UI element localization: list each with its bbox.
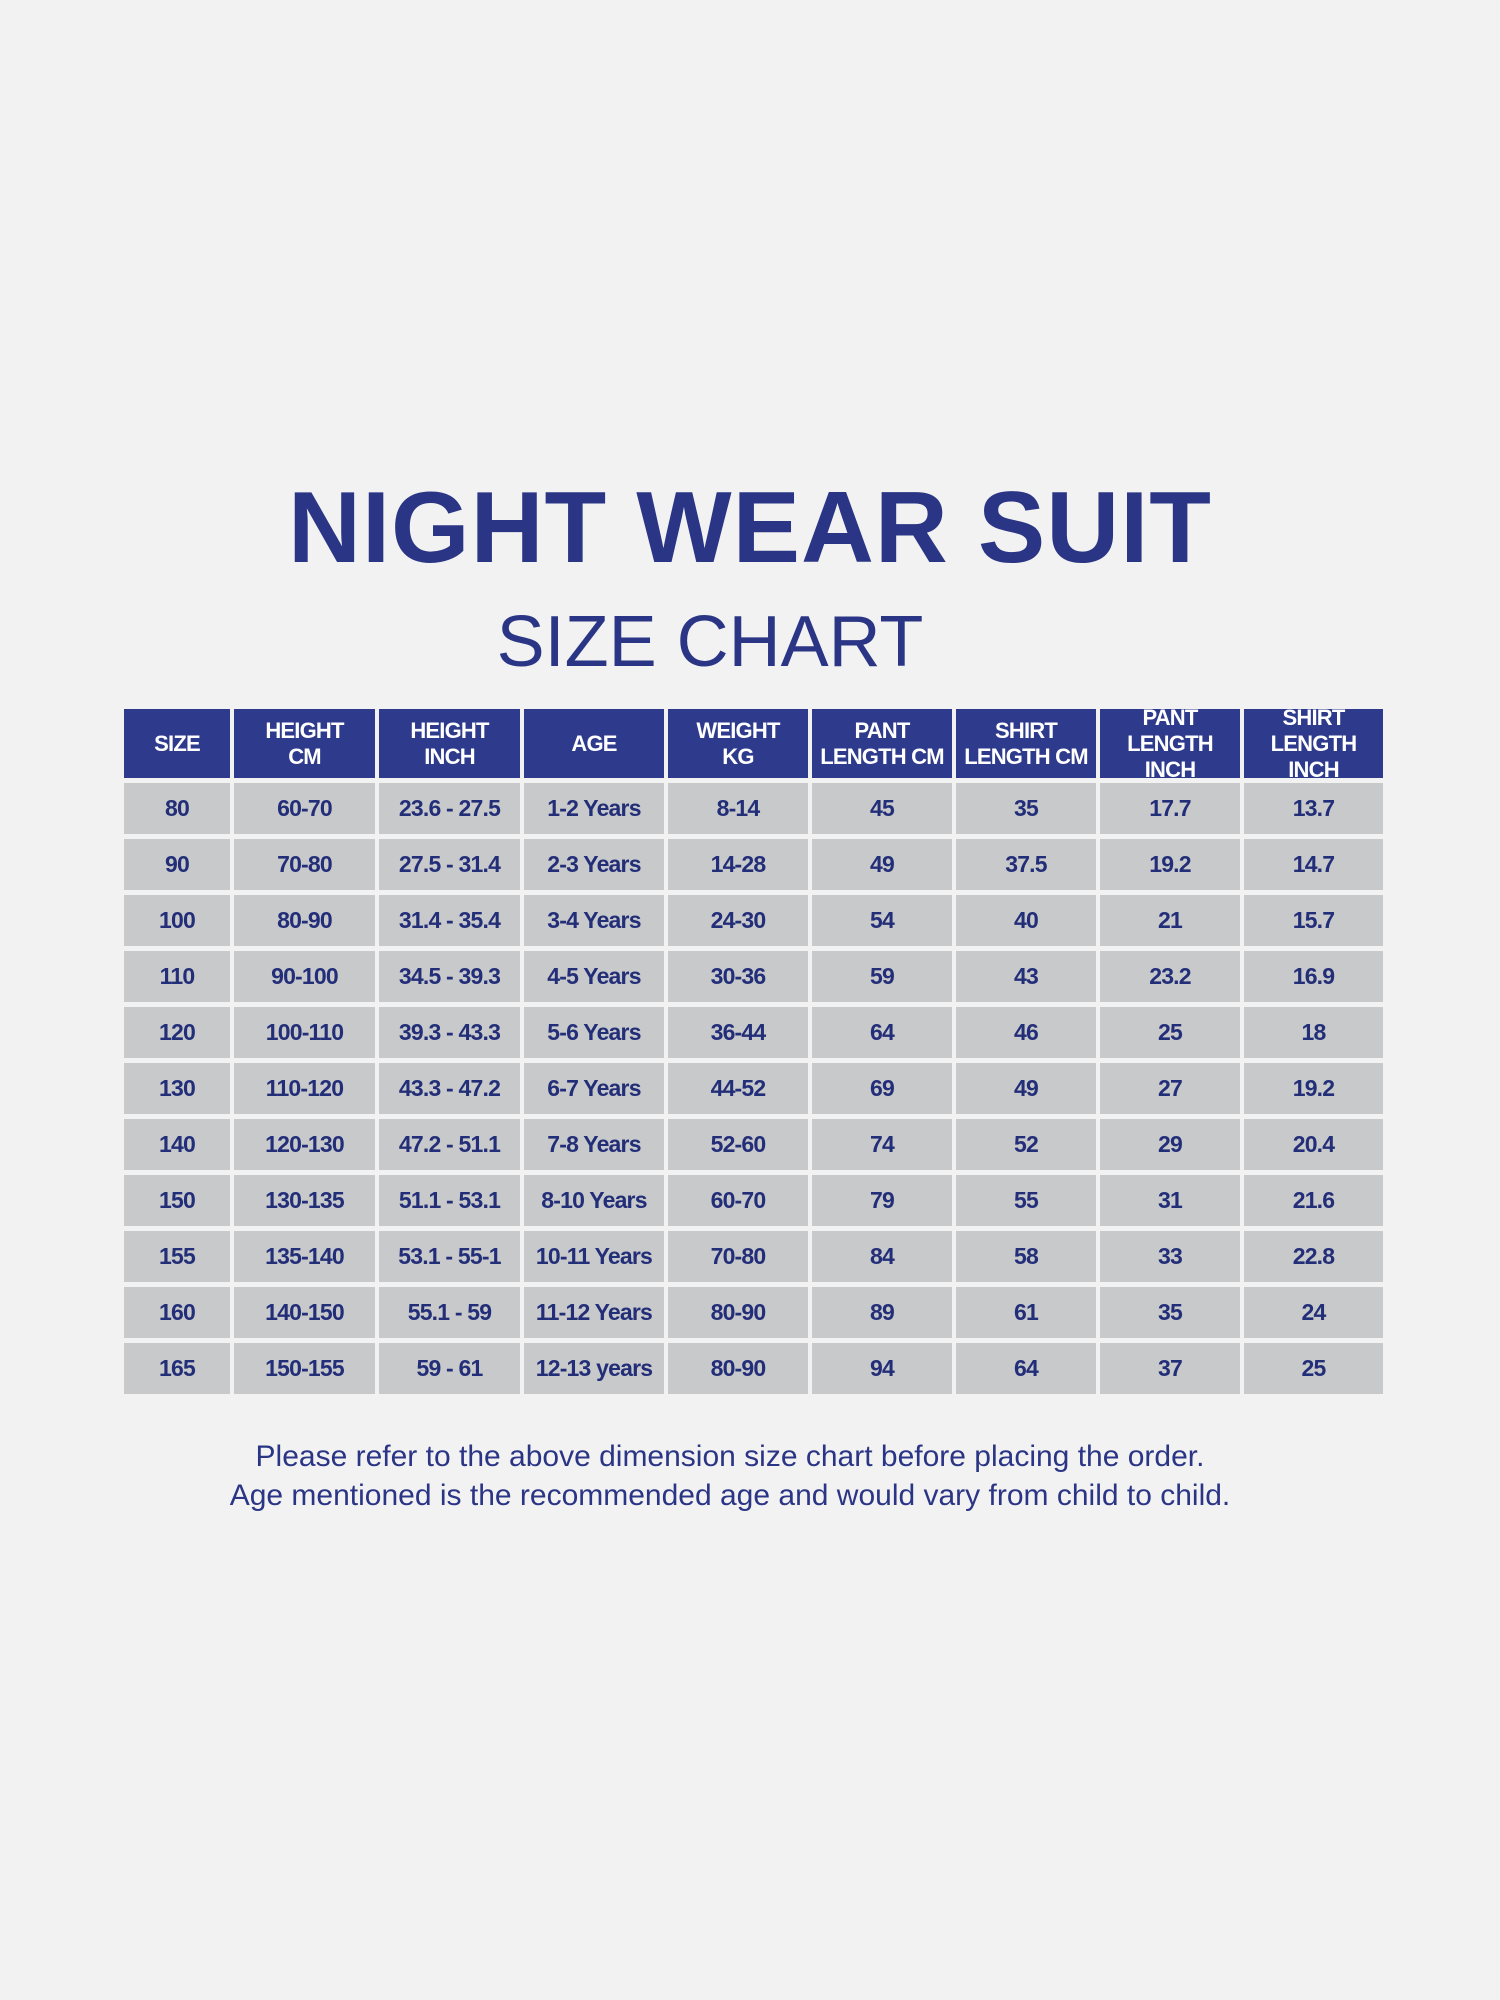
table-cell-size: 90 <box>124 839 230 890</box>
table-cell-age: 4-5 Years <box>524 951 664 1002</box>
table-cell-shirt-length-cm: 49 <box>956 1063 1096 1114</box>
table-cell-pant-length-inch: 37 <box>1100 1343 1240 1394</box>
table-cell-size: 150 <box>124 1175 230 1226</box>
table-cell-weight-kg: 80-90 <box>668 1343 808 1394</box>
table-cell-height-cm: 60-70 <box>234 783 375 834</box>
table-cell-weight-kg: 14-28 <box>668 839 808 890</box>
table-cell-pant-length-cm: 84 <box>812 1231 952 1282</box>
table-cell-shirt-length-inch: 22.8 <box>1244 1231 1383 1282</box>
table-cell-height-inch: 43.3 - 47.2 <box>379 1063 520 1114</box>
column-header-weight-kg: WEIGHT KG <box>668 709 808 778</box>
table-cell-shirt-length-cm: 64 <box>956 1343 1096 1394</box>
table-cell-pant-length-cm: 89 <box>812 1287 952 1338</box>
table-cell-height-inch: 27.5 - 31.4 <box>379 839 520 890</box>
table-cell-height-inch: 59 - 61 <box>379 1343 520 1394</box>
table-cell-weight-kg: 60-70 <box>668 1175 808 1226</box>
note-line-1: Please refer to the above dimension size chart before placing the order. <box>255 1440 1205 1473</box>
table-cell-age: 11-12 Years <box>524 1287 664 1338</box>
table-cell-weight-kg: 24-30 <box>668 895 808 946</box>
table-cell-height-cm: 130-135 <box>234 1175 375 1226</box>
size-chart-table <box>124 704 1375 1394</box>
column-header-age: AGE <box>524 709 664 778</box>
table-cell-pant-length-inch: 31 <box>1100 1175 1240 1226</box>
table-cell-pant-length-inch: 19.2 <box>1100 839 1240 890</box>
table-cell-height-inch: 55.1 - 59 <box>379 1287 520 1338</box>
table-cell-pant-length-inch: 17.7 <box>1100 783 1240 834</box>
table-cell-weight-kg: 36-44 <box>668 1007 808 1058</box>
table-cell-size: 165 <box>124 1343 230 1394</box>
table-cell-age: 12-13 years <box>524 1343 664 1394</box>
note-line-2: Age mentioned is the recommended age and would vary from child to child. <box>229 1479 1231 1512</box>
table-cell-height-cm: 150-155 <box>234 1343 375 1394</box>
table-cell-age: 3-4 Years <box>524 895 664 946</box>
table-cell-height-cm: 100-110 <box>234 1007 375 1058</box>
table-cell-shirt-length-inch: 13.7 <box>1244 783 1383 834</box>
column-header-height-inch: HEIGHT INCH <box>379 709 520 778</box>
table-cell-height-inch: 51.1 - 53.1 <box>379 1175 520 1226</box>
table-cell-weight-kg: 44-52 <box>668 1063 808 1114</box>
table-cell-height-cm: 90-100 <box>234 951 375 1002</box>
table-cell-height-inch: 53.1 - 55-1 <box>379 1231 520 1282</box>
table-cell-shirt-length-cm: 58 <box>956 1231 1096 1282</box>
table-cell-shirt-length-cm: 61 <box>956 1287 1096 1338</box>
table-cell-pant-length-inch: 35 <box>1100 1287 1240 1338</box>
table-cell-height-cm: 120-130 <box>234 1119 375 1170</box>
column-header-shirt-length-inch: SHIRT LENGTH INCH <box>1244 709 1383 778</box>
table-cell-shirt-length-inch: 24 <box>1244 1287 1383 1338</box>
table-cell-pant-length-inch: 21 <box>1100 895 1240 946</box>
table-cell-shirt-length-inch: 21.6 <box>1244 1175 1383 1226</box>
table-cell-height-inch: 39.3 - 43.3 <box>379 1007 520 1058</box>
column-header-pant-length-inch: PANT LENGTH INCH <box>1100 709 1240 778</box>
table-cell-size: 120 <box>124 1007 230 1058</box>
table-cell-height-inch: 47.2 - 51.1 <box>379 1119 520 1170</box>
table-cell-weight-kg: 8-14 <box>668 783 808 834</box>
table-cell-height-cm: 140-150 <box>234 1287 375 1338</box>
table-cell-shirt-length-inch: 15.7 <box>1244 895 1383 946</box>
table-cell-shirt-length-inch: 16.9 <box>1244 951 1383 1002</box>
table-cell-shirt-length-cm: 46 <box>956 1007 1096 1058</box>
table-cell-weight-kg: 30-36 <box>668 951 808 1002</box>
table-cell-age: 1-2 Years <box>524 783 664 834</box>
table-cell-pant-length-inch: 33 <box>1100 1231 1240 1282</box>
table-cell-pant-length-cm: 69 <box>812 1063 952 1114</box>
table-cell-age: 10-11 Years <box>524 1231 664 1282</box>
table-cell-pant-length-cm: 94 <box>812 1343 952 1394</box>
table-cell-shirt-length-inch: 19.2 <box>1244 1063 1383 1114</box>
table-cell-age: 8-10 Years <box>524 1175 664 1226</box>
column-header-size: SIZE <box>124 709 230 778</box>
column-header-height-cm: HEIGHT CM <box>234 709 375 778</box>
table-cell-age: 7-8 Years <box>524 1119 664 1170</box>
table-cell-age: 6-7 Years <box>524 1063 664 1114</box>
column-header-shirt-length-cm: SHIRT LENGTH CM <box>956 709 1096 778</box>
table-cell-shirt-length-inch: 20.4 <box>1244 1119 1383 1170</box>
table-cell-height-cm: 70-80 <box>234 839 375 890</box>
table-cell-weight-kg: 80-90 <box>668 1287 808 1338</box>
table-cell-pant-length-inch: 29 <box>1100 1119 1240 1170</box>
table-cell-size: 110 <box>124 951 230 1002</box>
table-cell-size: 80 <box>124 783 230 834</box>
page-subtitle: SIZE CHART <box>496 602 924 682</box>
table-cell-age: 2-3 Years <box>524 839 664 890</box>
table-cell-shirt-length-inch: 25 <box>1244 1343 1383 1394</box>
column-header-pant-length-cm: PANT LENGTH CM <box>812 709 952 778</box>
table-cell-pant-length-inch: 25 <box>1100 1007 1240 1058</box>
table-cell-shirt-length-inch: 18 <box>1244 1007 1383 1058</box>
table-cell-shirt-length-cm: 40 <box>956 895 1096 946</box>
table-cell-pant-length-cm: 64 <box>812 1007 952 1058</box>
table-cell-shirt-length-cm: 43 <box>956 951 1096 1002</box>
table-cell-pant-length-cm: 54 <box>812 895 952 946</box>
table-cell-height-inch: 23.6 - 27.5 <box>379 783 520 834</box>
table-cell-shirt-length-cm: 55 <box>956 1175 1096 1226</box>
table-cell-pant-length-inch: 23.2 <box>1100 951 1240 1002</box>
table-cell-height-inch: 34.5 - 39.3 <box>379 951 520 1002</box>
table-cell-size: 130 <box>124 1063 230 1114</box>
table-cell-shirt-length-cm: 52 <box>956 1119 1096 1170</box>
table-cell-height-cm: 110-120 <box>234 1063 375 1114</box>
page-title: NIGHT WEAR SUIT <box>288 472 1212 584</box>
table-cell-pant-length-cm: 74 <box>812 1119 952 1170</box>
table-cell-shirt-length-cm: 37.5 <box>956 839 1096 890</box>
table-cell-size: 160 <box>124 1287 230 1338</box>
table-cell-pant-length-cm: 59 <box>812 951 952 1002</box>
table-cell-pant-length-cm: 79 <box>812 1175 952 1226</box>
table-cell-shirt-length-cm: 35 <box>956 783 1096 834</box>
table-cell-pant-length-inch: 27 <box>1100 1063 1240 1114</box>
table-cell-size: 100 <box>124 895 230 946</box>
table-cell-shirt-length-inch: 14.7 <box>1244 839 1383 890</box>
table-cell-pant-length-cm: 45 <box>812 783 952 834</box>
table-cell-age: 5-6 Years <box>524 1007 664 1058</box>
table-cell-pant-length-cm: 49 <box>812 839 952 890</box>
table-cell-size: 155 <box>124 1231 230 1282</box>
table-cell-weight-kg: 70-80 <box>668 1231 808 1282</box>
table-cell-weight-kg: 52-60 <box>668 1119 808 1170</box>
table-cell-size: 140 <box>124 1119 230 1170</box>
table-cell-height-cm: 80-90 <box>234 895 375 946</box>
table-cell-height-cm: 135-140 <box>234 1231 375 1282</box>
table-cell-height-inch: 31.4 - 35.4 <box>379 895 520 946</box>
